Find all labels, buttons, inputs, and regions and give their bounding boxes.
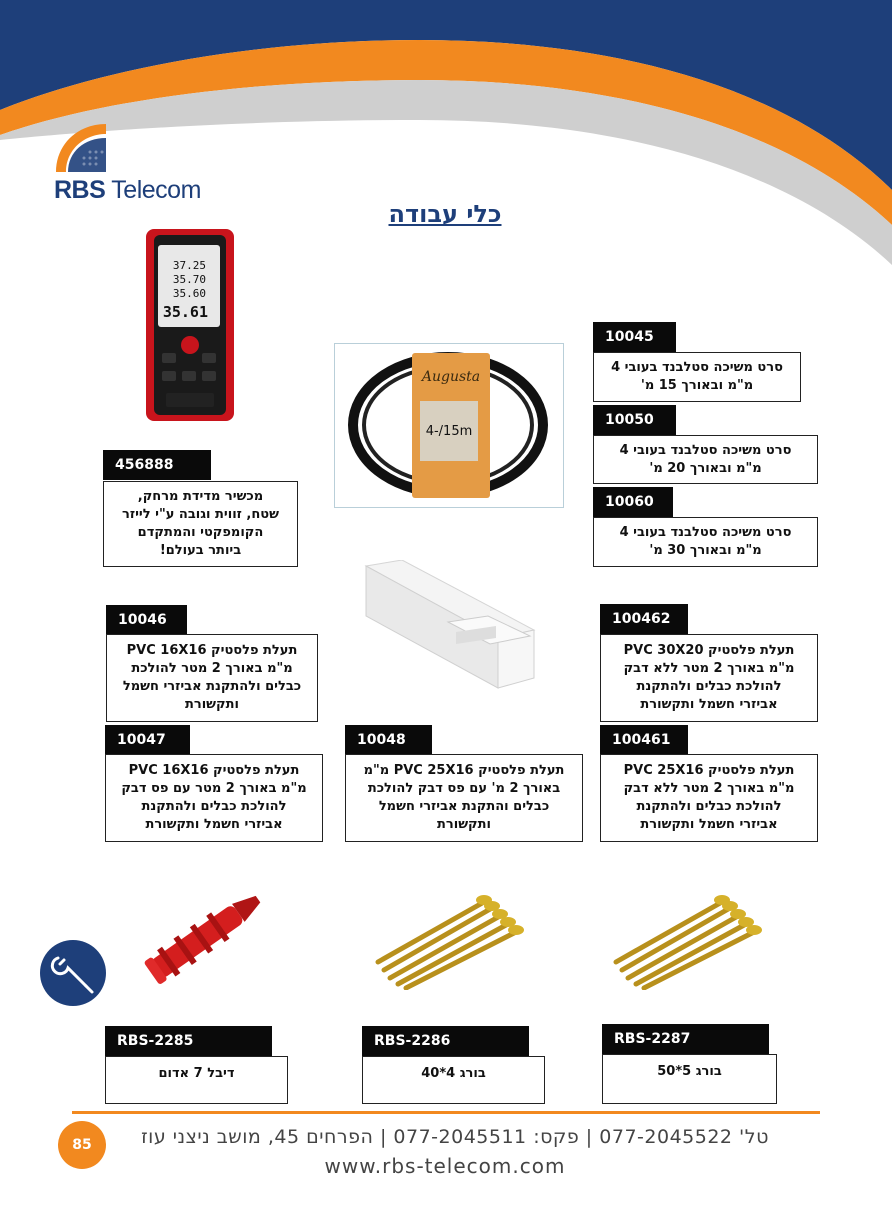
brand-name-light: Telecom [111,176,201,204]
meter-reading-3: 35.60 [172,287,206,300]
product-desc-456888: מכשיר מדידת מרחק, שטח, זווית וגובה ע"י לייזר הקומפקטי והמתקדם ביותר בעולם! [103,481,298,567]
product-code-10045: 10045 [593,322,676,352]
product-code-rbs-2285: RBS-2285 [105,1026,272,1056]
fish-tape-image [334,343,564,508]
wrench-icon [40,940,106,1006]
brand-logo-text [54,176,201,205]
header-swoosh-background [0,0,892,320]
product-code-100462: 100462 [600,604,688,634]
rbs-logo-icon [54,122,120,174]
screws-5x50-image [610,890,770,990]
product-desc-100461: תעלת פלסטיק PVC 25X16 מ"מ באורך 2 מטר ללא דבק להולכת כבלים ולהתקנת אביזרי חשמל ותקשורת [600,754,818,842]
product-code-100461: 100461 [600,725,688,755]
tape-size-text: 4-/15m [425,424,473,439]
page-number: 85 [58,1121,106,1169]
product-code-10047: 10047 [105,725,190,755]
footer-contact: טל' 077-2045522 | פקס: 077-2045511 | הפרחים 45, מושב ניצני עוז [141,1126,769,1148]
product-code-10048: 10048 [345,725,432,755]
product-code-10050: 10050 [593,405,676,435]
product-desc-10060: סרט משיכה סטלבנד בעובי 4 מ"מ ובאורך 30 מ' [593,517,818,567]
meter-reading-4: 35.61 [162,303,208,321]
laser-meter-image [140,225,240,425]
product-desc-100462: תעלת פלסטיק PVC 30X20 מ"מ באורך 2 מטר ללא דבק להולכת כבלים ולהתקנת אביזרי חשמל ותקשורת [600,634,818,722]
footer-divider [72,1111,820,1114]
tape-brand-text: Augusta [421,369,481,385]
product-desc-rbs-2285: דיבל 7 אדום [105,1056,288,1104]
product-desc-rbs-2286: בורג 4*40 [362,1056,545,1104]
product-desc-10046: תעלת פלסטיק PVC 16X16 מ"מ באורך 2 מטר להולכת כבלים ולהתקנת אביזרי חשמל ותקשורת [106,634,318,722]
meter-reading-2: 35.70 [172,273,206,286]
product-desc-rbs-2287: בורג 5*50 [602,1054,777,1104]
page-title: כלי עבודה [388,200,502,228]
brand-name-bold: RBS [54,176,106,204]
product-desc-10045: סרט משיכה סטלבנד בעובי 4 מ"מ ובאורך 15 מ' [593,352,801,402]
product-desc-10047: תעלת פלסטיק PVC 16X16 מ"מ באורך 2 מטר עם פס דבק להולכת כבלים ולהתקנת אביזרי חשמל ותקשורת [105,754,323,842]
product-code-rbs-2286: RBS-2286 [362,1026,529,1056]
footer-website-link[interactable]: www.rbs-telecom.com [324,1154,566,1178]
product-code-rbs-2287: RBS-2287 [602,1024,769,1054]
product-code-10046: 10046 [106,605,187,635]
screws-4x40-image [372,890,532,990]
product-code-10060: 10060 [593,487,673,517]
product-code-456888: 456888 [103,450,211,480]
product-desc-10048: תעלת פלסטיק PVC 25X16 מ"מ באורך 2 מ' עם פס דבק להולכת כבלים והתקנת אביזרי חשמל ותקשורת [345,754,583,842]
meter-reading-1: 37.25 [172,259,206,272]
pvc-duct-image [356,560,536,695]
red-wall-plug-image [135,880,275,990]
product-desc-10050: סרט משיכה סטלבנד בעובי 4 מ"מ ובאורך 20 מ' [593,435,818,484]
